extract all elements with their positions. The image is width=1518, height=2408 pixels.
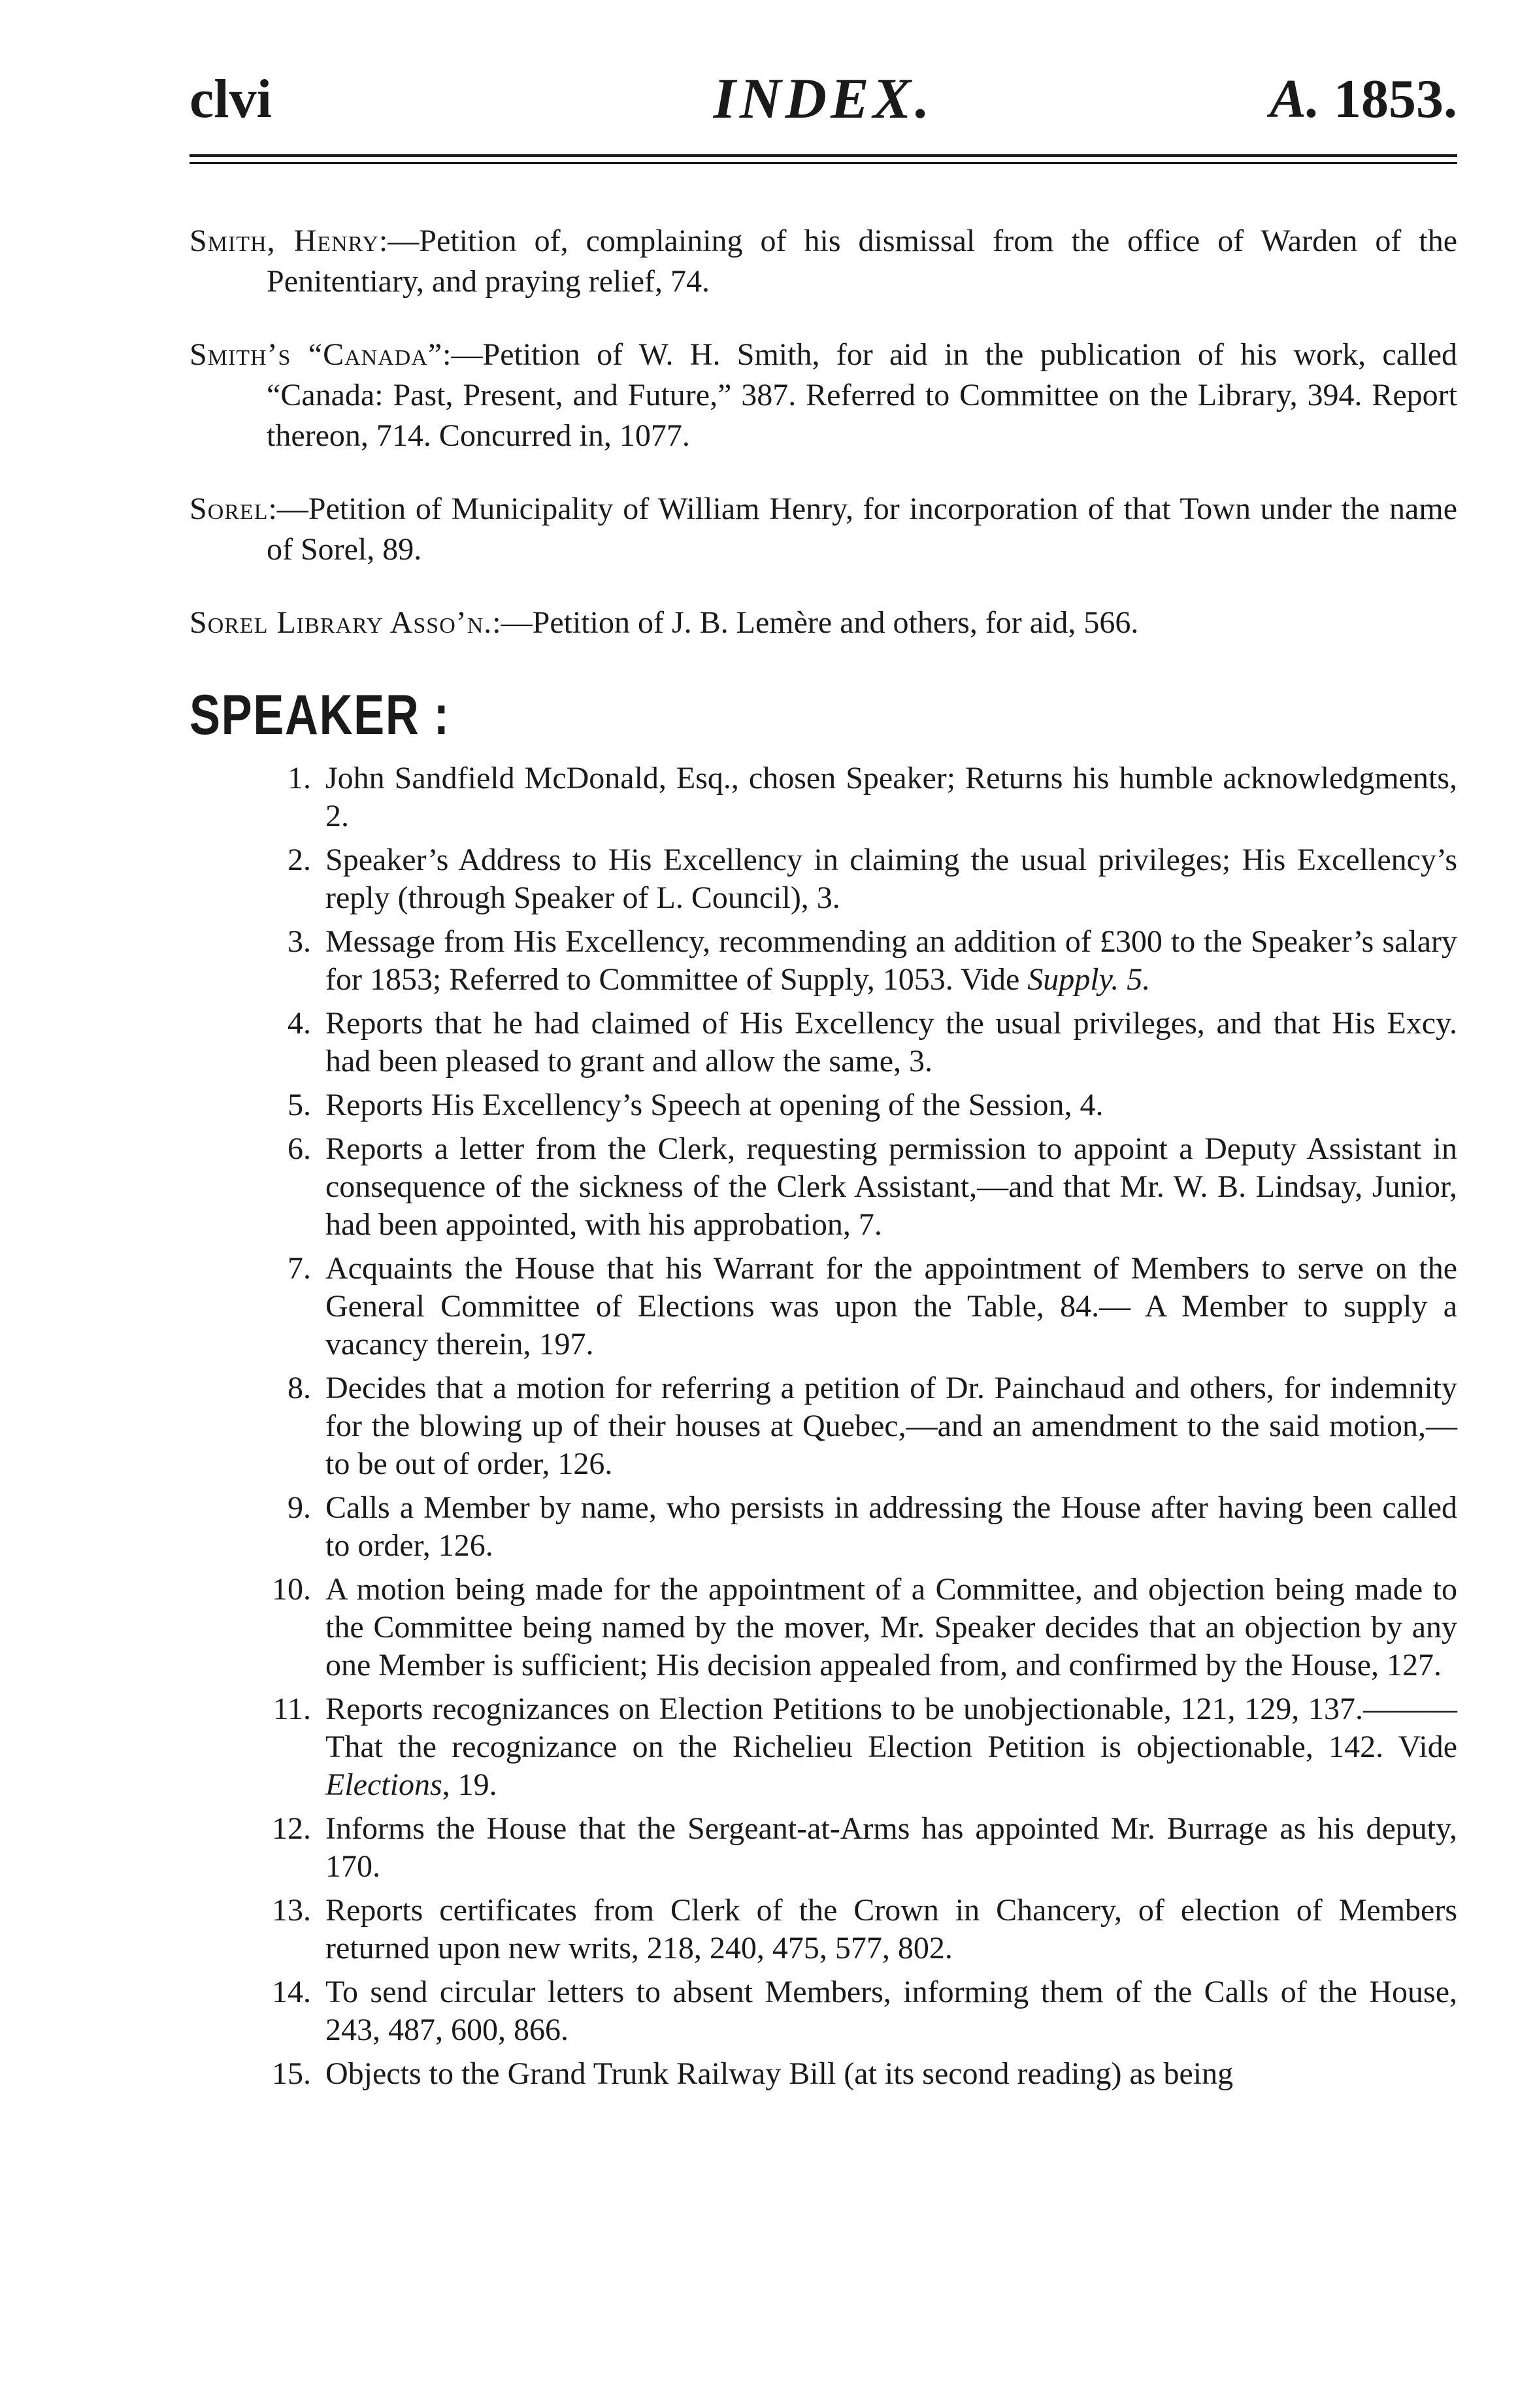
speaker-items-list <box>255 760 1457 2093</box>
list-item <box>255 2055 1457 2093</box>
cross-reference-suffix: . 5. <box>1111 962 1151 997</box>
item-number: 14. <box>272 1975 311 2009</box>
entry-term: Smith’s “Canada” <box>190 337 443 372</box>
year-label <box>1270 60 1457 139</box>
item-text: Calls a Member by name, who persists in addressing the House after having been called to order, 126. <box>325 1490 1457 1563</box>
item-number: 12. <box>272 1811 311 1846</box>
list-item <box>255 923 1457 999</box>
item-number: 1. <box>288 761 311 795</box>
item-number: 2. <box>288 843 311 877</box>
list-item <box>255 1489 1457 1565</box>
item-number: 4. <box>288 1006 311 1041</box>
header-rule-thin <box>190 162 1457 164</box>
item-text: John Sandfield McDonald, Esq., chosen Speaker; Returns his humble acknowledgments, 2. <box>325 761 1457 833</box>
item-text: Reports a letter from the Clerk, requesting permission to appoint a Deputy Assistant in consequence of the sickness of the Clerk Assistant,—and that Mr. W. B. Lindsay, Junior, had been appointed, with his approbation, 7. <box>325 1131 1457 1242</box>
year-value: 1853. <box>1334 69 1457 129</box>
item-text: To send circular letters to absent Members, informing them of the Calls of the House, 243, 487, 600, 866. <box>325 1975 1457 2047</box>
entry-term: Sorel <box>190 492 269 526</box>
list-item <box>255 1892 1457 1967</box>
page-number: clvi <box>190 69 272 129</box>
item-text: A motion being made for the appointment of a Committee, and objection being made to the Committee being named by the mover, Mr. Speaker decides that an objection by any one Member is sufficient; His decision appealed from, and confirmed by the House, 127. <box>325 1572 1457 1682</box>
item-number: 10. <box>272 1572 311 1607</box>
item-text: Reports His Excellency’s Speech at opening of the Session, 4. <box>325 1088 1104 1122</box>
list-item <box>255 1250 1457 1363</box>
list-item <box>255 1369 1457 1483</box>
item-text: Decides that a motion for referring a petition of Dr. Painchaud and others, for indemnity for the blowing up of their houses at Quebec,—and an amendment to the said motion,—to be out of order, 126. <box>325 1371 1457 1481</box>
cross-reference: Supply <box>1027 962 1112 997</box>
item-text: Speaker’s Address to His Excellency in claiming the usual privileges; His Excellency’s reply (through Speaker of L. Council), 3. <box>325 843 1457 915</box>
list-item <box>255 1130 1457 1244</box>
item-text: Reports certificates from Clerk of the Crown in Chancery, of election of Members returned upon new writs, 218, 240, 475, 577, 802. <box>325 1893 1457 1965</box>
index-entry-smiths-canada <box>190 335 1457 456</box>
item-number: 13. <box>272 1893 311 1928</box>
item-text: Objects to the Grand Trunk Railway Bill (at its second reading) as being <box>325 2056 1234 2091</box>
item-number: 9. <box>288 1490 311 1525</box>
entry-term: Smith, Henry <box>190 224 379 258</box>
list-item <box>255 1810 1457 1886</box>
cross-reference: Elections <box>325 1767 442 1802</box>
entry-term: Sorel Library Asso’n. <box>190 605 493 640</box>
item-text: Message from His Excellency, recommending an addition of £300 to the Speaker’s salary for 1853; Referred to Committee of Supply, 1053. Vide <box>325 924 1457 997</box>
year-prefix: A. <box>1269 69 1320 129</box>
entry-text: :—Petition of J. B. Lemère and others, for aid, 566. <box>492 605 1139 640</box>
item-number: 3. <box>288 924 311 959</box>
list-item <box>255 841 1457 917</box>
entry-text: :—Petition of W. H. Smith, for aid in the publication of his work, called “Canada: Past, Present, and Future,” 387. Referred to Committee on the Library, 394. Report thereon, 714. Concurred in, 1077. <box>267 337 1457 453</box>
entry-text: :—Petition of Municipality of William Henry, for incorporation of that Town under the name of Sorel, 89. <box>267 492 1457 567</box>
list-item <box>255 1571 1457 1684</box>
item-text: Reports that he had claimed of His Excellency the usual privileges, and that His Excy. had been pleased to grant and allow the same, 3. <box>325 1006 1457 1079</box>
item-number: 6. <box>288 1131 311 1166</box>
list-item <box>255 1690 1457 1804</box>
index-entry-sorel-library <box>190 603 1457 643</box>
page-header <box>190 60 1457 139</box>
running-title: INDEX. <box>713 67 934 131</box>
section-heading-speaker: SPEAKER : <box>190 684 450 746</box>
entry-text: :—Petition of, complaining of his dismissal from the office of Warden of the Penitentiary, and praying relief, 74. <box>267 224 1458 299</box>
header-rule-thick <box>190 154 1457 157</box>
cross-reference-suffix: , 19. <box>442 1767 497 1802</box>
index-entry-sorel <box>190 489 1457 570</box>
list-item <box>255 1086 1457 1124</box>
item-number: 8. <box>288 1371 311 1405</box>
item-text: Reports recognizances on Election Petitions to be unobjectionable, 121, 129, 137.———That the recognizance on the Richelieu Election Petition is objectionable, 142. Vide <box>325 1692 1457 1764</box>
item-number: 11. <box>272 1692 311 1726</box>
index-entry-smith-henry <box>190 221 1457 302</box>
item-number: 15. <box>272 2056 311 2091</box>
list-item <box>255 760 1457 835</box>
item-number: 7. <box>288 1251 311 1286</box>
item-number: 5. <box>288 1088 311 1122</box>
item-text: Acquaints the House that his Warrant for the appointment of Members to serve on the General Committee of Elections was upon the Table, 84.— A Member to supply a vacancy therein, 197. <box>325 1251 1457 1362</box>
index-content <box>190 190 1457 2099</box>
list-item <box>255 1005 1457 1080</box>
list-item <box>255 1973 1457 2049</box>
item-text: Informs the House that the Sergeant-at-Arms has appointed Mr. Burrage as his deputy, 170. <box>325 1811 1457 1884</box>
